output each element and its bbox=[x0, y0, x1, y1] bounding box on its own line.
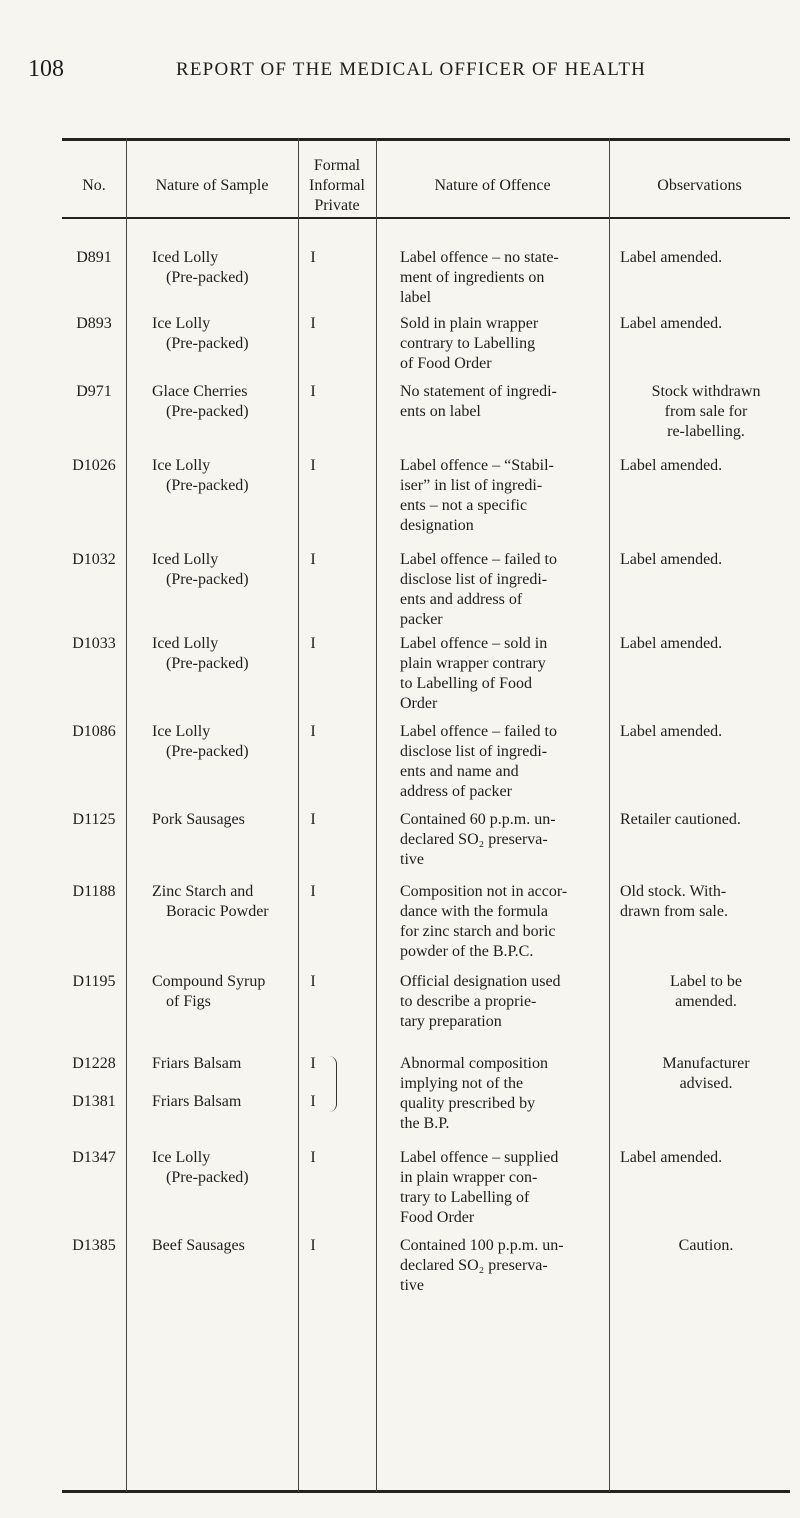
offence-line: address of packer bbox=[400, 783, 512, 800]
sample-number: D1026 bbox=[72, 457, 116, 474]
sample-name: Ice Lolly bbox=[152, 457, 211, 474]
offence-line: disclose list of ingredi- bbox=[400, 571, 548, 588]
sample-type: I bbox=[310, 1149, 316, 1166]
sample-detail: Boracic Powder bbox=[166, 903, 269, 920]
sample-type: I bbox=[310, 1055, 316, 1072]
offence-text bbox=[400, 882, 618, 962]
observation-text bbox=[620, 634, 792, 654]
observation-line: from sale for bbox=[664, 403, 748, 420]
offence-line: Food Order bbox=[400, 1209, 475, 1226]
observation-line: Caution. bbox=[678, 1237, 734, 1254]
offence-text bbox=[400, 972, 618, 1032]
sample-nature bbox=[152, 1236, 322, 1256]
column-header-type bbox=[298, 156, 376, 216]
column-header-type-private: Private bbox=[314, 197, 360, 214]
sample-name: Iced Lolly bbox=[152, 249, 219, 266]
observation-line: Manufacturer bbox=[662, 1055, 750, 1072]
observation-text bbox=[620, 456, 792, 476]
observation-line: Label amended. bbox=[620, 551, 723, 568]
offence-line: quality prescribed by bbox=[400, 1095, 536, 1112]
sample-detail: (Pre-packed) bbox=[166, 269, 249, 286]
observation-text bbox=[620, 248, 792, 268]
sample-nature bbox=[152, 810, 322, 830]
running-title: REPORT OF THE MEDICAL OFFICER OF HEALTH bbox=[176, 59, 647, 80]
observation-line: advised. bbox=[679, 1075, 733, 1092]
sample-name: Friars Balsam bbox=[152, 1093, 242, 1110]
offence-line: declared SO₂ preserva- bbox=[400, 1257, 548, 1274]
sample-name: Ice Lolly bbox=[152, 1149, 211, 1166]
observation-line: Label amended. bbox=[620, 723, 723, 740]
offence-text bbox=[400, 314, 618, 374]
table-top-rule bbox=[62, 138, 790, 141]
sample-number: D1188 bbox=[72, 883, 116, 900]
column-header-sample: Nature of Sample bbox=[155, 177, 269, 194]
sample-number: D1032 bbox=[72, 551, 116, 568]
offence-text bbox=[400, 1236, 618, 1296]
offence-line: for zinc starch and boric bbox=[400, 923, 556, 940]
offence-text bbox=[400, 248, 618, 308]
sample-type: I bbox=[310, 883, 316, 900]
observation-text bbox=[620, 1236, 792, 1256]
offence-line: Composition not in accor- bbox=[400, 883, 568, 900]
sample-number: D891 bbox=[76, 249, 112, 266]
offence-text bbox=[400, 1054, 618, 1134]
observation-line: Label amended. bbox=[620, 315, 723, 332]
offence-line: Contained 100 p.p.m. un- bbox=[400, 1237, 564, 1254]
sample-detail: (Pre-packed) bbox=[166, 477, 249, 494]
sample-type: I bbox=[310, 1237, 316, 1254]
offence-line: Label offence – failed to bbox=[400, 723, 557, 740]
offence-line: Label offence – no state- bbox=[400, 249, 559, 266]
page-number: 108 bbox=[28, 56, 64, 82]
offence-line: tary preparation bbox=[400, 1013, 502, 1030]
offence-text bbox=[400, 634, 618, 714]
offence-line: iser” in list of ingredi- bbox=[400, 477, 543, 494]
sample-nature bbox=[152, 1092, 322, 1112]
sample-name: Beef Sausages bbox=[152, 1237, 245, 1254]
offence-line: contrary to Labelling bbox=[400, 335, 536, 352]
offence-line: label bbox=[400, 289, 432, 306]
sample-detail: (Pre-packed) bbox=[166, 655, 249, 672]
sample-detail: (Pre-packed) bbox=[166, 335, 249, 352]
column-divider bbox=[376, 138, 377, 1492]
observation-text bbox=[620, 1148, 792, 1168]
sample-detail: (Pre-packed) bbox=[166, 743, 249, 760]
offence-text bbox=[400, 550, 618, 630]
sample-number: D1228 bbox=[72, 1055, 116, 1072]
offence-line: in plain wrapper con- bbox=[400, 1169, 538, 1186]
offence-line: Official designation used bbox=[400, 973, 561, 990]
sample-name: Compound Syrup bbox=[152, 973, 266, 990]
sample-nature bbox=[152, 722, 322, 762]
observation-line: Label amended. bbox=[620, 635, 723, 652]
observation-line: amended. bbox=[675, 993, 737, 1010]
sample-nature bbox=[152, 456, 322, 496]
sample-number: D1125 bbox=[72, 811, 116, 828]
observation-text bbox=[620, 882, 792, 922]
sample-type: I bbox=[310, 811, 316, 828]
sample-name: Iced Lolly bbox=[152, 635, 219, 652]
sample-nature bbox=[152, 1148, 322, 1188]
observation-line: Label amended. bbox=[620, 1149, 723, 1166]
offence-line: Abnormal composition bbox=[400, 1055, 548, 1072]
offence-line: ents and name and bbox=[400, 763, 519, 780]
observation-line: Retailer cautioned. bbox=[620, 811, 741, 828]
sample-number: D1381 bbox=[72, 1093, 116, 1110]
offence-line: tive bbox=[400, 1277, 424, 1294]
observation-line: Label amended. bbox=[620, 457, 723, 474]
observation-text bbox=[620, 972, 792, 1012]
offence-line: plain wrapper contrary bbox=[400, 655, 546, 672]
offence-line: packer bbox=[400, 611, 443, 628]
offence-line: Label offence – “Stabil- bbox=[400, 457, 554, 474]
sample-nature bbox=[152, 634, 322, 674]
observation-line: Label amended. bbox=[620, 249, 723, 266]
sample-nature bbox=[152, 248, 322, 288]
column-header-offence: Nature of Offence bbox=[434, 177, 551, 194]
offence-line: to describe a proprie- bbox=[400, 993, 537, 1010]
sample-number: D1033 bbox=[72, 635, 116, 652]
sample-type: I bbox=[310, 457, 316, 474]
sample-nature bbox=[152, 972, 322, 1012]
sample-name: Friars Balsam bbox=[152, 1055, 242, 1072]
sample-type: I bbox=[310, 383, 316, 400]
offence-line: to Labelling of Food bbox=[400, 675, 532, 692]
sample-number: D971 bbox=[76, 383, 112, 400]
table-bottom-rule bbox=[62, 1490, 790, 1493]
sample-nature bbox=[152, 1054, 322, 1074]
observation-text bbox=[620, 314, 792, 334]
offence-line: Label offence – failed to bbox=[400, 551, 557, 568]
offence-line: ents and address of bbox=[400, 591, 523, 608]
offence-line: No statement of ingredi- bbox=[400, 383, 557, 400]
header-rule bbox=[62, 217, 790, 219]
samples-table bbox=[62, 138, 790, 1518]
observation-text bbox=[620, 1054, 792, 1094]
offence-line: implying not of the bbox=[400, 1075, 524, 1092]
observation-text bbox=[620, 810, 792, 830]
offence-line: ents on label bbox=[400, 403, 481, 420]
sample-detail: (Pre-packed) bbox=[166, 403, 249, 420]
offence-line: Contained 60 p.p.m. un- bbox=[400, 811, 556, 828]
sample-type: I bbox=[310, 723, 316, 740]
page-header bbox=[28, 56, 788, 86]
sample-name: Glace Cherries bbox=[152, 383, 248, 400]
column-header-type-informal: Informal bbox=[309, 177, 365, 194]
column-divider bbox=[126, 138, 127, 1492]
sample-type: I bbox=[310, 1093, 316, 1110]
column-header-no: No. bbox=[82, 177, 106, 194]
offence-text bbox=[400, 456, 618, 536]
sample-name: Ice Lolly bbox=[152, 315, 211, 332]
offence-line: of Food Order bbox=[400, 355, 492, 372]
offence-line: tive bbox=[400, 851, 424, 868]
sample-detail: (Pre-packed) bbox=[166, 1169, 249, 1186]
offence-line: declared SO₂ preserva- bbox=[400, 831, 548, 848]
offence-line: the B.P. bbox=[400, 1115, 450, 1132]
observation-text bbox=[620, 722, 792, 742]
sample-type: I bbox=[310, 635, 316, 652]
sample-number: D893 bbox=[76, 315, 112, 332]
sample-name: Iced Lolly bbox=[152, 551, 219, 568]
offence-line: Label offence – supplied bbox=[400, 1149, 559, 1166]
column-header-observations: Observations bbox=[657, 177, 742, 194]
observation-text bbox=[620, 382, 792, 442]
sample-nature bbox=[152, 882, 322, 922]
column-header-type-formal: Formal bbox=[313, 157, 361, 174]
offence-line: Sold in plain wrapper bbox=[400, 315, 539, 332]
offence-text bbox=[400, 382, 618, 422]
observation-line: re-labelling. bbox=[667, 423, 745, 440]
offence-text bbox=[400, 1148, 618, 1228]
observation-line: drawn from sale. bbox=[620, 903, 728, 920]
sample-number: D1385 bbox=[72, 1237, 116, 1254]
offence-line: designation bbox=[400, 517, 474, 534]
sample-number: D1086 bbox=[72, 723, 116, 740]
offence-text bbox=[400, 810, 618, 870]
sample-type: I bbox=[310, 315, 316, 332]
offence-line: ents – not a specific bbox=[400, 497, 528, 514]
sample-nature bbox=[152, 314, 322, 354]
offence-line: Order bbox=[400, 695, 438, 712]
sample-nature bbox=[152, 550, 322, 590]
observation-line: Old stock. With- bbox=[620, 883, 727, 900]
sample-detail: of Figs bbox=[166, 993, 211, 1010]
sample-type: I bbox=[310, 249, 316, 266]
observation-text bbox=[620, 550, 792, 570]
sample-detail: (Pre-packed) bbox=[166, 571, 249, 588]
observation-line: Label to be bbox=[670, 973, 742, 990]
sample-number: D1195 bbox=[72, 973, 116, 990]
observation-line: Stock withdrawn bbox=[651, 383, 761, 400]
offence-line: trary to Labelling of bbox=[400, 1189, 530, 1206]
offence-line: disclose list of ingredi- bbox=[400, 743, 548, 760]
offence-line: dance with the formula bbox=[400, 903, 548, 920]
sample-name: Zinc Starch and bbox=[152, 883, 254, 900]
offence-text bbox=[400, 722, 618, 802]
offence-line: powder of the B.P.C. bbox=[400, 943, 534, 960]
sample-type: I bbox=[310, 973, 316, 990]
offence-line: ment of ingredients on bbox=[400, 269, 545, 286]
sample-name: Ice Lolly bbox=[152, 723, 211, 740]
offence-line: Label offence – sold in bbox=[400, 635, 548, 652]
sample-type: I bbox=[310, 551, 316, 568]
sample-name: Pork Sausages bbox=[152, 811, 245, 828]
sample-number: D1347 bbox=[72, 1149, 116, 1166]
sample-nature bbox=[152, 382, 322, 422]
